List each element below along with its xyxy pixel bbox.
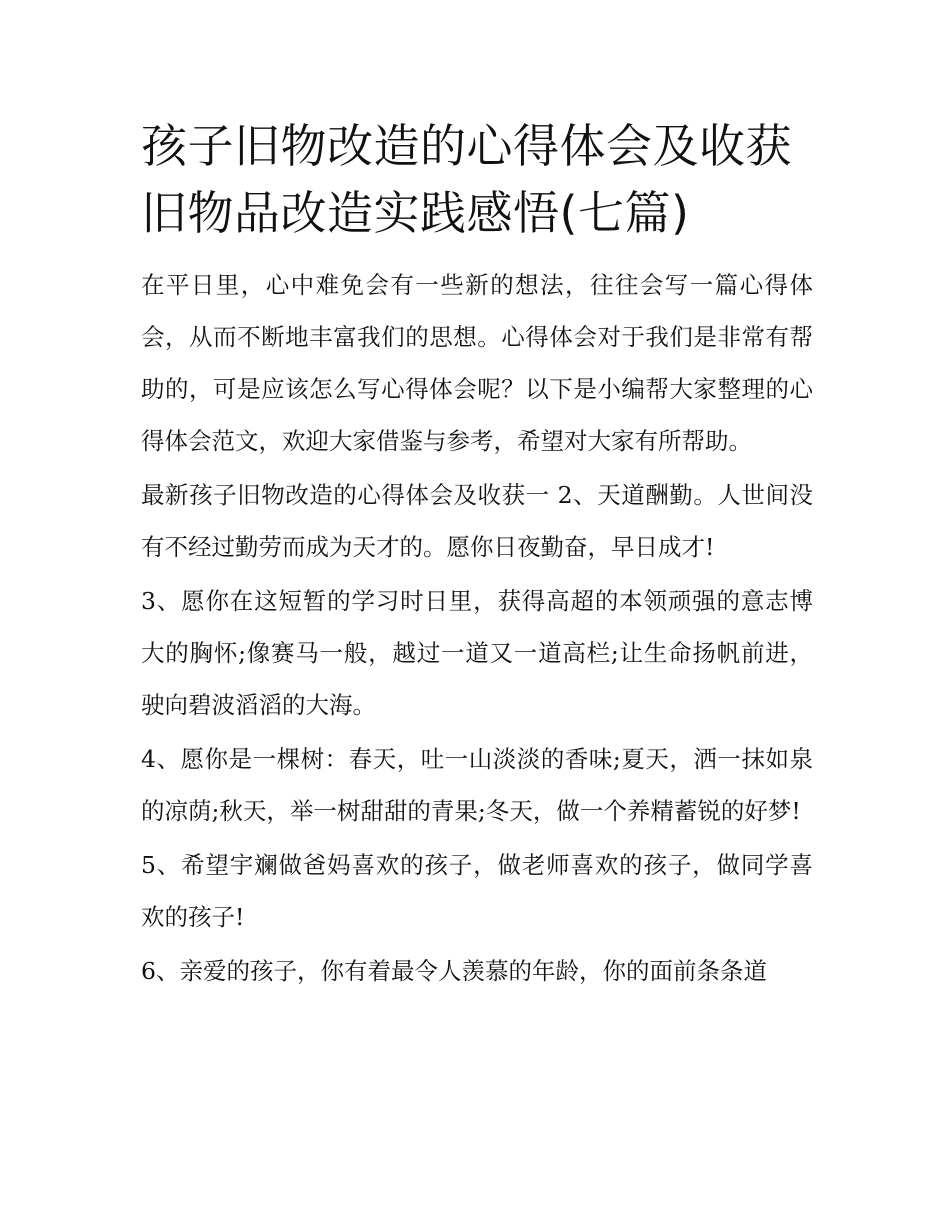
paragraph-intro: 在平日里，心中难免会有一些新的想法，往往会写一篇心得体会，从而不断地丰富我们的思想。心得体会对于我们是非常有帮助的，可是应该怎么写心得体会呢？以下是小编帮大家整理的心得体会范文，欢迎大家借鉴与参考，希望对大家有所帮助。 — [141, 271, 813, 455]
paragraph-item-3: 3、愿你在这短暂的学习时日里，获得高超的本领顽强的意志博大的胸怀;像赛马一般，越过一道又一道高栏;让生命扬帆前进，驶向碧波滔滔的大海。 — [141, 587, 813, 719]
paragraph-item-2: 最新孩子旧物改造的心得体会及收获一 2、天道酬勤。人世间没有不经过勤劳而成为天才的。愿你日夜勤奋，早日成才! — [141, 481, 813, 561]
document-page — [141, 113, 813, 997]
paragraph-item-6: 6、亲爱的孩子，你有着最令人羡慕的年龄，你的面前条条道 — [141, 957, 767, 985]
paragraph-item-5: 5、希望宇斓做爸妈喜欢的孩子，做老师喜欢的孩子，做同学喜欢的孩子! — [141, 851, 813, 931]
document-title: 孩子旧物改造的心得体会及收获 旧物品改造实践感悟(七篇) — [141, 119, 792, 240]
paragraph-item-4: 4、愿你是一棵树：春天，吐一山淡淡的香味;夏天，洒一抹如泉的凉荫;秋天，举一树甜甜的青果;冬天，做一个养精蓄锐的好梦! — [141, 745, 813, 825]
